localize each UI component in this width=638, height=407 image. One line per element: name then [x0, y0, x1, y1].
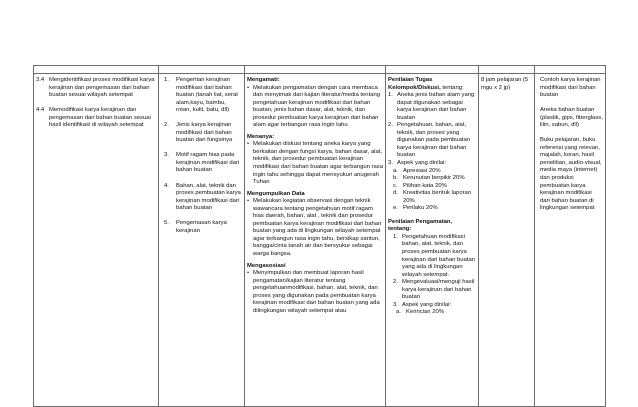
- list-letter: a.: [393, 167, 398, 174]
- materi-number: 5.: [164, 220, 169, 227]
- alokasi-text: 8 jam pelajaran (5 mgu x 2 jp): [481, 77, 529, 91]
- sumber-item: Aneka bahan buatan (plastik, gips, fiberglass, lilin, sabun, dll): [540, 107, 603, 129]
- list-letter: a.: [396, 309, 401, 316]
- kd-item: [36, 77, 156, 100]
- list-text: Kreativitas bentuk laporan 20%: [403, 190, 472, 204]
- list-text: Aspek yang dinilai:: [402, 301, 452, 308]
- list-item: [393, 302, 476, 310]
- bullet-text: Menyimpulkan dan membuat laporan hasil pengamatan/kajian literatur tentang pengetahuanmodifikasi, bahan, alat, teknik, dan proses yang digunakan pada pembuatan karya kerajinan modifikasi dari bahan buatan yang ada dilingkungan wilayah setempat atau: [253, 270, 380, 314]
- list-item: [396, 309, 476, 317]
- bullet-item: [247, 198, 383, 258]
- list-text: Mengevaluasi/menguji hasil karya kerajinan dari bahan buatan: [402, 279, 475, 301]
- list-text: Pengetahuan modifikasi bahan, alat, teknik, dan proses pembuatan karya kerajinan dari bahan buatan yang ada di lingkungan wilayah setempat.: [402, 233, 476, 278]
- list-item: [393, 205, 476, 213]
- list-item: [393, 190, 476, 205]
- kd-number: 3.4: [36, 77, 45, 83]
- kd-text: Memodifikasi karya kerajinan dan pengemasan dari bahan buatan sesuai hasil identifikasi di wilayah setempat: [49, 107, 151, 129]
- table-header-row: [34, 66, 606, 74]
- kd-item: [36, 107, 156, 130]
- list-letter: e.: [393, 205, 398, 212]
- list-text: Apresiasi 20%: [403, 167, 441, 174]
- list-text: Pengetahuan, bahan, alat, teknik, dan proses yang digunakan pada pembuatan karya kerajinan dari bahan buatan: [397, 122, 471, 159]
- bullet-text: Melakukan diskusi tentang aneka karya yang berkaitan dengan fungsi karya, bahan dasar, alat, teknik, dan prosedur pembuatan kerajinan modifikasi dari bahan buatan agar terbangun rasa ingin tahu sehingga dapat mensyukuri anugerah Tuhan: [253, 141, 384, 186]
- alokasi-cell: [479, 74, 535, 407]
- section-heading: Menanya:: [247, 133, 275, 140]
- list-letter: c.: [393, 182, 398, 189]
- list-number: 3.: [388, 160, 393, 167]
- materi-number: 2.: [164, 122, 169, 129]
- materi-number: 3.: [164, 152, 169, 159]
- table-row: [34, 74, 606, 407]
- section-heading: Mengamati:: [247, 77, 280, 83]
- penilaian-cell: [386, 74, 479, 407]
- materi-item: [164, 152, 242, 175]
- bullet-icon: •: [247, 270, 250, 277]
- header-cell: [479, 66, 535, 74]
- section-subheading: [388, 85, 476, 93]
- subheading-bold: Kelompok/Diskusi,: [388, 84, 441, 91]
- materi-item: [164, 220, 242, 235]
- list-text: Kerincian 20%: [406, 309, 444, 316]
- pembelajaran-cell: [245, 74, 386, 407]
- list-item: [388, 160, 476, 168]
- list-item: [388, 122, 476, 160]
- bullet-item: [247, 270, 383, 315]
- materi-item: [164, 77, 242, 115]
- list-number: 2.: [393, 279, 398, 286]
- section-heading: Penilaian Pengamatan,: [388, 218, 453, 225]
- list-letter: b.: [393, 175, 398, 182]
- header-cell: [34, 66, 159, 74]
- list-number: 3.: [393, 301, 398, 308]
- list-text: Pilihan kata 20%: [403, 182, 447, 189]
- materi-number: 1.: [164, 77, 169, 83]
- header-cell: [535, 66, 606, 74]
- sumber-item: Buku pelajaran, buku referensi yang relevan, majalah, koran, hasil penelitian, audio-visual, media maya (internet) dan produksi pembuatan karya kerajinan modifikasi dari bahan buatan di lingkungan setempat: [540, 137, 602, 212]
- bullet-item: [247, 85, 383, 130]
- list-item: [393, 175, 476, 183]
- list-text: Aneka jenis bahan alam yang dapat digunakan sebagai karya kerajinan dari bahan buatan: [397, 92, 475, 121]
- section-subheading: tentang:: [388, 226, 412, 233]
- list-item: [393, 234, 476, 279]
- syllabus-table: [33, 65, 606, 407]
- header-cell: [159, 66, 245, 74]
- list-letter: d.: [393, 190, 398, 197]
- bullet-text: Melakukan pengamatan dengan cara membaca dan menyimak dari kajian literatur/media tentang pengetahuan kerajinan modifikasi dari bahan buatan, jenis bahan dasar, alat, teknik, dan prosedur pembuatan karya kerajinan dari bahan alam agar terbangun rasa ingin tahu: [253, 84, 381, 129]
- kd-number: 4.4: [36, 107, 45, 114]
- list-text: Aspek yang dinilai:: [397, 160, 447, 167]
- list-item: [388, 92, 476, 122]
- list-number: 1.: [388, 92, 393, 99]
- bullet-item: [247, 141, 383, 186]
- section-heading: Mengasosiasi: [247, 262, 286, 269]
- materi-number: 4.: [164, 182, 169, 189]
- materi-text: Bahan, alat, teknik dan proses pembuatan karya kerajinan modifikasi dari bahan buatan: [176, 182, 241, 212]
- header-cell: [386, 66, 479, 74]
- header-cell: [245, 66, 386, 74]
- section-heading: Mengumpulkan Data: [247, 190, 305, 197]
- sumber-item: Contoh karya kerajinan modifikasi dari bahan buatan: [540, 77, 601, 99]
- list-item: [393, 279, 476, 302]
- materi-text: Jenis karya kerajinan modifikasi dari bahan buatan dan fungsinya: [176, 122, 233, 144]
- section-heading: Penilaian Tugas: [388, 77, 433, 83]
- materi-item: [164, 183, 242, 213]
- list-item: [393, 183, 476, 191]
- subheading-rest: tentang:: [440, 84, 464, 91]
- list-number: 2.: [388, 122, 393, 129]
- kompetensi-dasar-cell: [34, 74, 159, 407]
- materi-text: Pengertian kerajinan modifikasi dari bahan buatan (tanah liat, serat alam,kayu, bambu, rotan, kulit, batu, dll): [176, 77, 238, 114]
- list-item: [393, 168, 476, 176]
- bullet-icon: •: [247, 84, 250, 91]
- list-number: 1.: [393, 233, 398, 240]
- kd-text: Mengidentifikasi proses modifikasi karya kerajinan dan pengemasan dari bahan buatan sesuai wilayah setempat: [49, 77, 155, 99]
- list-text: Kerunutan berpikir 20%: [403, 175, 465, 182]
- bullet-text: Melakukan kegiatan observasi dengan teknik wawancara tentang pengetahuan motif ragam hias daerah, bahan, alat , teknik dan prosedur pembuatan karya kerajinan modifikasi dari bahan buatan yang ada di lingkungan wilayah setempat agar terbangun rasa ingin tahu, bersikap santun, bangga/cinta tanah air dan bersyukur sebagai warga bangsa.: [253, 198, 382, 258]
- materi-text: Pengemasan karya kerajinan: [176, 220, 227, 234]
- materi-item: [164, 122, 242, 145]
- materi-cell: [159, 74, 245, 407]
- bullet-icon: •: [247, 141, 250, 148]
- list-text: Perilaku 20%: [403, 205, 438, 212]
- materi-text: Motif ragam hias pada kerajinan modifikasi dari bahan buatan: [176, 152, 240, 174]
- bullet-icon: •: [247, 198, 250, 205]
- sumber-cell: [535, 74, 606, 407]
